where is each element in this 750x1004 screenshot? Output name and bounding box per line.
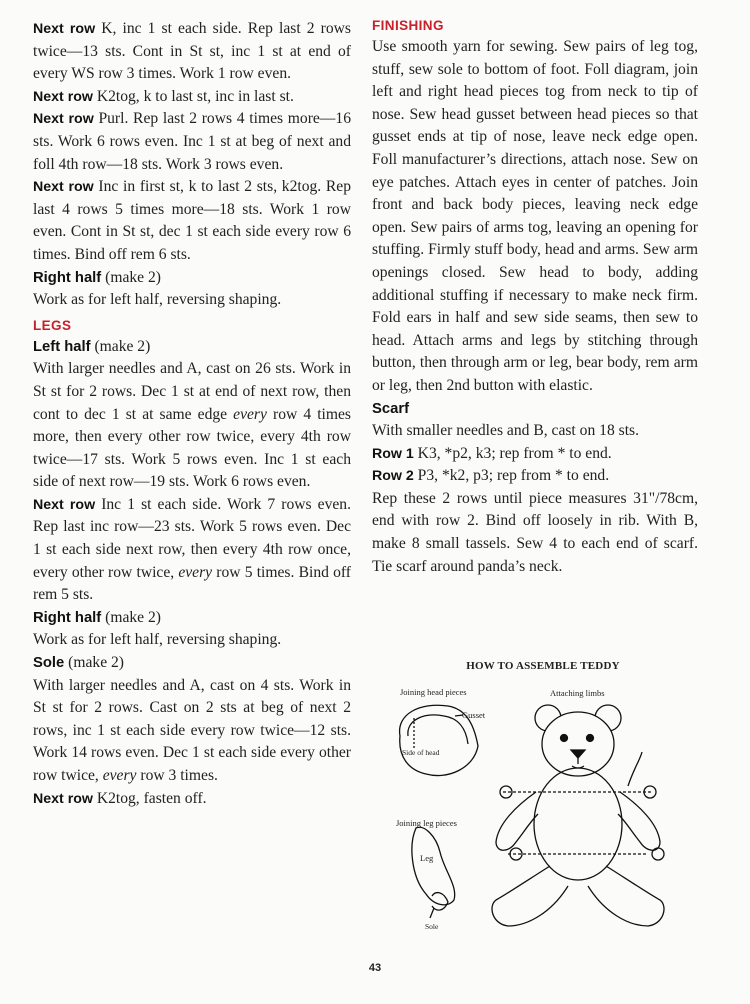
next-row-label: Next row	[33, 179, 94, 196]
paragraph: Row 2 P3, *k2, p3; rep from * to end.	[372, 467, 610, 485]
left-column	[33, 18, 351, 810]
next-row-label: Next row	[33, 790, 93, 807]
paragraph: Next row K, inc 1 st each side. Rep last 2 rows twice—13 sts. Cont in St st, inc 1 st at end of every WS row 3 times. Work 1 row even.	[33, 20, 351, 83]
next-row-label: Next row	[33, 111, 94, 128]
paragraph: With larger needles and A, cast on 4 sts. Work in St st for 2 rows. Cast on 2 sts at beg of next 2 rows, inc 1 st each side every row twice—12 sts. Work 14 rows even. Dec 1 st each side every other row twice, every row 3 times.	[33, 676, 351, 784]
subheading: Sole (make 2)	[33, 654, 124, 672]
paragraph: With larger needles and A, cast on 26 sts. Work in St st for 2 rows. Dec 1 st at end of next row, then cont to dec 1 st at same edge every row 4 times more, then every other row twice, every 4th row twice—17 sts. Work 5 rows even. Inc 1 st each side of next row—19 sts. Work 6 rows even.	[33, 360, 352, 491]
subheading: Scarf	[372, 400, 410, 417]
section-heading-legs: LEGS	[33, 317, 72, 333]
joining-head-label: Joining head pieces	[400, 687, 467, 697]
paragraph: Row 1 K3, *p2, k3; rep from * to end.	[372, 444, 612, 462]
next-row-label: Next row	[33, 88, 93, 105]
subheading: Left half (make 2)	[33, 337, 151, 355]
figure-title: HOW TO ASSEMBLE TEDDY	[466, 660, 620, 672]
next-row-label: Next row	[33, 21, 96, 37]
paragraph: Next row K2tog, k to last st, inc in last st.	[33, 87, 294, 105]
paragraph: With smaller needles and B, cast on 18 sts.	[372, 422, 640, 440]
paragraph: Work as for left half, reversing shaping.	[33, 631, 282, 649]
row-label: Row 2	[372, 468, 414, 485]
page-number: 43	[368, 962, 382, 974]
paragraph: Use smooth yarn for sewing. Sew pairs of leg tog, stuff, sew sole to bottom of foot. Foll diagram, join left and right head pieces tog from neck to tip of nose. Sew head gusset between head pieces so that gusset ends at tip of nose, leave neck edge open. Foll manufacturer’s directions, attach nose. Sew on eye patches. Attach eyes in center of patches. Join front and back body pieces, leaving neck edge open. Sew pairs of arms tog, leaving an opening for stuffing. Firmly stuff body, head and arms. Sew arm openings closed. Sew head to body, adding additional stuffing if necessary to make neck firm. Fold ears in half and sew side seams, then sew to head. Attach arms and legs by stitching through button, then through arm or leg, bear body, rem arm or leg, then 2nd button with elastic.	[372, 38, 698, 394]
side-of-head-label: Side of head	[402, 748, 440, 757]
subheading: Right half (make 2)	[33, 268, 161, 286]
next-row-label: Next row	[33, 496, 96, 513]
paragraph: Next row K2tog, fasten off.	[33, 789, 207, 807]
row-label: Row 1	[372, 445, 414, 462]
leg-label: Leg	[420, 853, 434, 863]
leg-pieces-drawing	[412, 827, 455, 918]
paragraph: Rep these 2 rows until piece measures 31"/78cm, end with row 2. Bind off loosely in rib. With B, make 8 small tassels. Sew 4 to each end of scarf. Tie scarf around panda’s neck.	[372, 489, 698, 575]
teddy-bear-drawing	[492, 705, 664, 926]
paragraph: Next row Purl. Rep last 2 rows 4 times more—16 sts. Work 6 rows even. Inc 1 st at beg of next and foll 4th row—18 sts. Work 3 rows even.	[33, 110, 351, 173]
teddy-assembly-diagram	[378, 656, 708, 936]
head-pieces-drawing	[400, 705, 478, 775]
subheading: Right half (make 2)	[33, 608, 161, 626]
section-heading-finishing: FINISHING	[372, 18, 444, 33]
paragraph: Next row Inc 1 st each side. Work 7 rows even. Rep last inc row—23 sts. Work 5 rows even. Dec 1 st each side next row, then every 4th row once, every other row twice, every row 5 times. Bind off rem 5 sts.	[33, 495, 352, 604]
attaching-limbs-label: Attaching limbs	[550, 688, 605, 698]
sole-label: Sole	[425, 922, 439, 931]
gusset-label: Gusset	[462, 710, 486, 720]
joining-leg-label: Joining leg pieces	[396, 818, 457, 828]
paragraph: Next row Inc in first st, k to last 2 sts, k2tog. Rep last 4 rows 5 times more—18 sts. Work 1 row even. Cont in St st, dec 1 st each side every row 6 times. Bind off rem 6 sts.	[33, 178, 352, 263]
right-column	[372, 18, 698, 578]
diagram-drawing	[378, 656, 708, 936]
paragraph: Work as for left half, reversing shaping.	[33, 291, 282, 309]
